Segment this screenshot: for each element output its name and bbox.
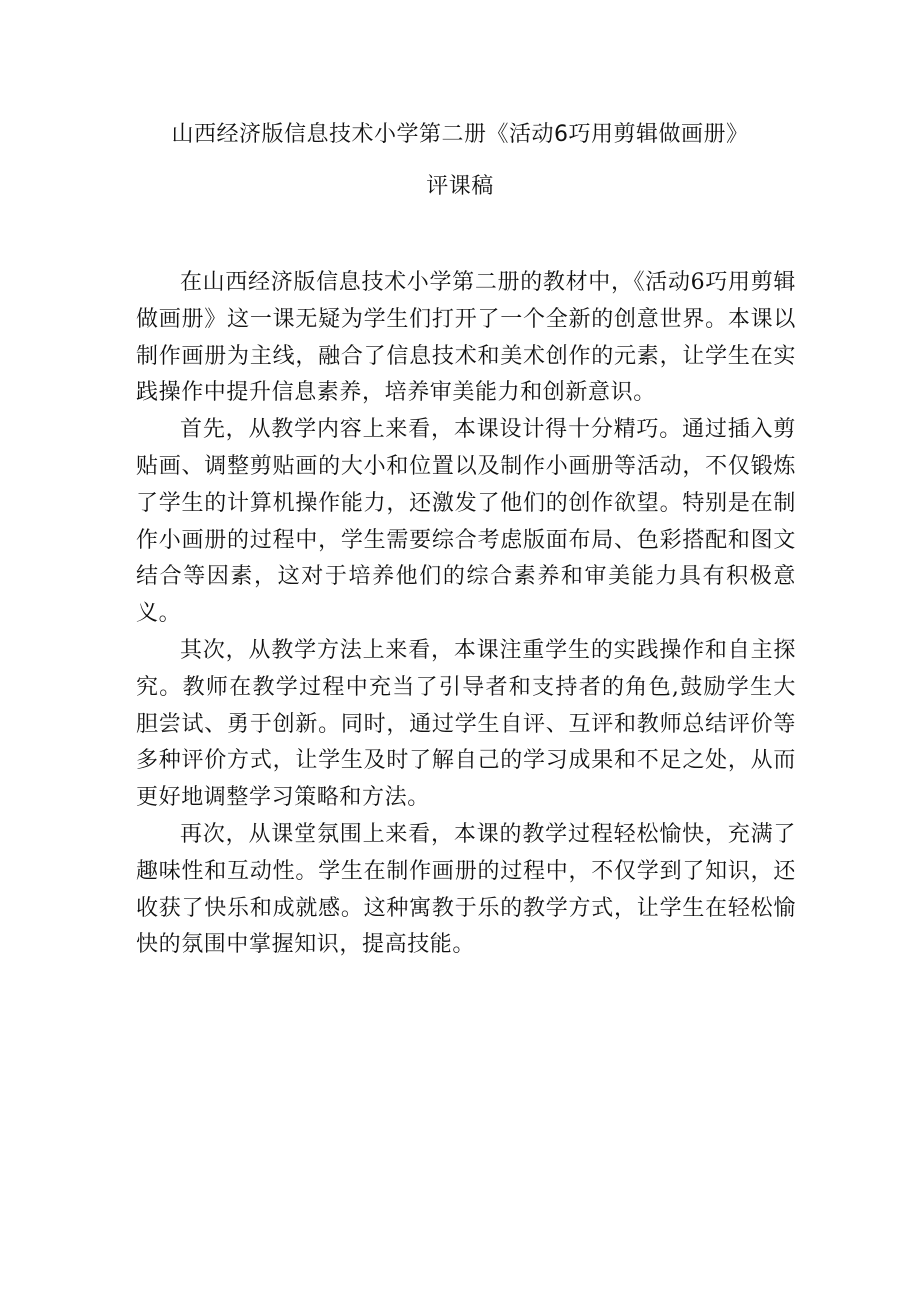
document-title: 山西经济版信息技术小学第二册《活动6巧用剪辑做画册》 — [171, 122, 749, 147]
paragraph-intro: 在山西经济版信息技术小学第二册的教材中，《活动6巧用剪辑做画册》这一课无疑为学生们打开了一个全新的创意世界。本课以制作画册为主线，融合了信息技术和美术创作的元素，让学生在实践操作中提升信息素养，培养审美能力和创新意识。 — [136, 270, 796, 406]
paragraph-atmosphere: 再次，从课堂氛围上来看，本课的教学过程轻松愉快，充满了趣味性和互动性。学生在制作画册的过程中，不仅学到了知识，还收获了快乐和成就感。这种寓教于乐的教学方式，让学生在轻松愉快的氛围中掌握知识，提高技能。 — [136, 821, 796, 958]
paragraph-method: 其次，从教学方法上来看，本课注重学生的实践操作和自主探究。教师在教学过程中充当了引导者和支持者的角色,鼓励学生大胆尝试、勇于创新。同时，通过学生自评、互评和教师总结评价等多种评价方式，让学生及时了解自己的学习成果和不足之处，从而更好地调整学习策略和方法。 — [136, 637, 796, 811]
document-subtitle: 评课稿 — [426, 174, 494, 199]
paragraph-content: 首先，从教学内容上来看，本课设计得十分精巧。通过插入剪贴画、调整剪贴画的大小和位置以及制作小画册等活动，不仅锻炼了学生的计算机操作能力，还激发了他们的创作欲望。特别是在制作小画册的过程中，学生需要综合考虑版面布局、色彩搭配和图文结合等因素，这对于培养他们的综合素养和审美能力具有积极意义。 — [136, 417, 796, 627]
document-body — [136, 265, 796, 964]
